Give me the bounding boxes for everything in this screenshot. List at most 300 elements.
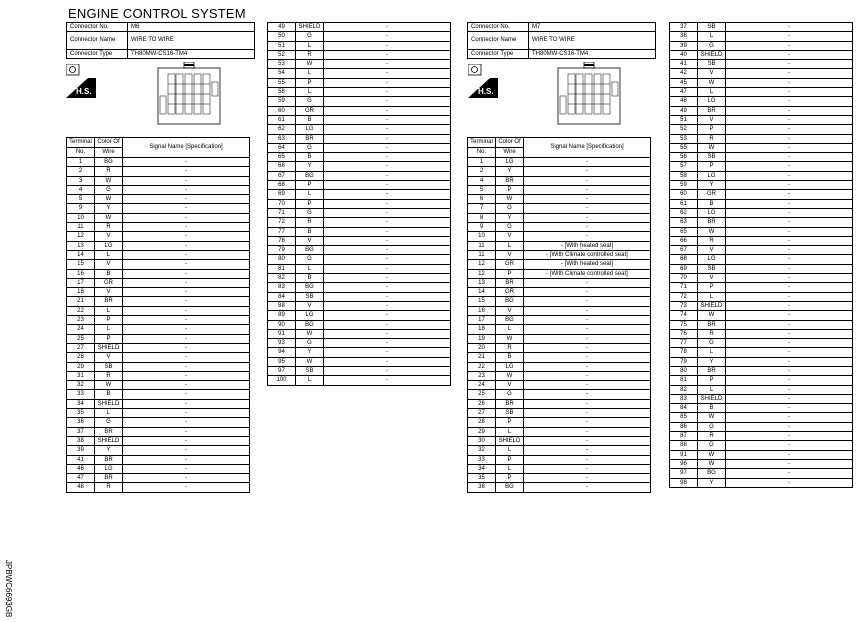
table-row bbox=[468, 278, 651, 287]
table-row bbox=[268, 208, 451, 217]
terminal-no: 88 bbox=[670, 441, 698, 450]
signal-name: - bbox=[123, 195, 250, 204]
signal-name: - bbox=[726, 264, 853, 273]
signal-name: - bbox=[726, 97, 853, 106]
terminal-no: 34 bbox=[67, 399, 95, 408]
table-row bbox=[67, 223, 250, 232]
table-row bbox=[268, 78, 451, 87]
wire-color: LG bbox=[496, 362, 524, 371]
terminal-no: 68 bbox=[268, 181, 296, 190]
signal-name: - bbox=[324, 41, 451, 50]
table-row bbox=[268, 41, 451, 50]
signal-name: - bbox=[123, 446, 250, 455]
signal-name: - bbox=[726, 404, 853, 413]
table-row bbox=[670, 339, 853, 348]
table-row bbox=[268, 348, 451, 357]
wire-color: P bbox=[496, 185, 524, 194]
terminal-no: 31 bbox=[67, 371, 95, 380]
table-row bbox=[468, 288, 651, 297]
table-row bbox=[670, 283, 853, 292]
table-row bbox=[67, 436, 250, 445]
wire-color: L bbox=[496, 427, 524, 436]
wire-color: L bbox=[95, 250, 123, 259]
wire-color: R bbox=[95, 223, 123, 232]
table-row bbox=[670, 264, 853, 273]
wire-color: V bbox=[496, 232, 524, 241]
signal-name: - bbox=[726, 478, 853, 487]
terminal-no: 64 bbox=[268, 143, 296, 152]
terminal-no: 38 bbox=[670, 32, 698, 41]
wire-color: Y bbox=[95, 204, 123, 213]
terminal-no: 49 bbox=[670, 106, 698, 115]
terminal-no: 67 bbox=[670, 246, 698, 255]
table-row bbox=[468, 241, 651, 250]
signal-name: - bbox=[123, 297, 250, 306]
signal-name: - bbox=[324, 115, 451, 124]
signal-name: - bbox=[324, 88, 451, 97]
wire-color: W bbox=[296, 357, 324, 366]
signal-name: - bbox=[726, 348, 853, 357]
wire-color: P bbox=[496, 474, 524, 483]
terminal-no: 51 bbox=[268, 41, 296, 50]
table-row bbox=[670, 320, 853, 329]
table-row bbox=[67, 474, 250, 483]
wire-color: B bbox=[296, 274, 324, 283]
signal-name: - bbox=[524, 316, 651, 325]
table-row bbox=[268, 125, 451, 134]
terminal-no: 11 bbox=[468, 250, 496, 259]
terminal-no: 85 bbox=[670, 413, 698, 422]
table-row bbox=[670, 311, 853, 320]
wire-color: SB bbox=[95, 362, 123, 371]
signal-name: - bbox=[524, 474, 651, 483]
signal-name: - bbox=[726, 246, 853, 255]
terminal-no: 93 bbox=[268, 339, 296, 348]
svg-text:H.S.: H.S. bbox=[76, 87, 92, 96]
wire-color: G bbox=[296, 208, 324, 217]
wire-color: P bbox=[698, 162, 726, 171]
table-row bbox=[468, 167, 651, 176]
terminal-no: 47 bbox=[67, 474, 95, 483]
info-label: Connector No. bbox=[67, 23, 128, 32]
table-row bbox=[468, 343, 651, 352]
terminal-no: 17 bbox=[468, 316, 496, 325]
signal-name: - bbox=[123, 455, 250, 464]
terminal-no: 82 bbox=[670, 385, 698, 394]
table-row bbox=[67, 446, 250, 455]
table-row bbox=[670, 450, 853, 459]
wire-color: G bbox=[296, 339, 324, 348]
table-row bbox=[268, 227, 451, 236]
wire-color: B bbox=[698, 199, 726, 208]
wire-color: G bbox=[698, 339, 726, 348]
terminal-no: 88 bbox=[268, 301, 296, 310]
col-terminal-header: Terminal bbox=[67, 138, 95, 148]
terminal-no: 100 bbox=[268, 376, 296, 385]
wire-color: W bbox=[698, 143, 726, 152]
table-row bbox=[67, 260, 250, 269]
signal-name: - bbox=[726, 274, 853, 283]
wire-color: P bbox=[296, 78, 324, 87]
signal-name: - bbox=[123, 232, 250, 241]
table-row bbox=[670, 366, 853, 375]
terminal-no: 2 bbox=[468, 167, 496, 176]
terminal-no: 63 bbox=[268, 134, 296, 143]
terminal-no: 12 bbox=[67, 232, 95, 241]
signal-name: - bbox=[123, 362, 250, 371]
terminal-no: 56 bbox=[670, 153, 698, 162]
terminal-no: 84 bbox=[268, 292, 296, 301]
wire-color: W bbox=[496, 195, 524, 204]
table-row bbox=[670, 422, 853, 431]
table-row bbox=[268, 292, 451, 301]
wire-color: L bbox=[698, 88, 726, 97]
wire-color: W bbox=[95, 213, 123, 222]
terminal-no: 78 bbox=[268, 236, 296, 245]
terminal-no: 60 bbox=[268, 106, 296, 115]
terminal-no: 18 bbox=[468, 325, 496, 334]
table-row bbox=[67, 464, 250, 473]
signal-name: - bbox=[324, 97, 451, 106]
terminal-no: 80 bbox=[670, 366, 698, 375]
signal-name: - bbox=[123, 185, 250, 194]
signal-name: - bbox=[524, 176, 651, 185]
signal-name: - bbox=[123, 288, 250, 297]
terminal-no: 5 bbox=[468, 185, 496, 194]
table-row bbox=[67, 297, 250, 306]
connector-no: M6 bbox=[128, 23, 255, 32]
table-row bbox=[268, 134, 451, 143]
wire-color: P bbox=[698, 125, 726, 134]
table-row bbox=[67, 343, 250, 352]
signal-name: - bbox=[123, 316, 250, 325]
terminal-no: 48 bbox=[670, 97, 698, 106]
table-row bbox=[67, 418, 250, 427]
wire-color: R bbox=[698, 329, 726, 338]
signal-name: - bbox=[324, 50, 451, 59]
terminal-no: 10 bbox=[67, 213, 95, 222]
signal-name: - bbox=[324, 199, 451, 208]
signal-name: - bbox=[726, 199, 853, 208]
signal-name: - bbox=[524, 223, 651, 232]
terminal-no: 41 bbox=[67, 455, 95, 464]
table-row bbox=[268, 218, 451, 227]
signal-name: - bbox=[324, 329, 451, 338]
wire-color: Y bbox=[698, 357, 726, 366]
signal-name: - bbox=[324, 283, 451, 292]
terminal-no: 97 bbox=[268, 366, 296, 375]
connector-name: WIRE TO WIRE bbox=[529, 32, 656, 50]
terminal-no: 22 bbox=[468, 362, 496, 371]
table-row bbox=[67, 176, 250, 185]
wire-color: G bbox=[698, 422, 726, 431]
table-row bbox=[67, 334, 250, 343]
table-row bbox=[468, 316, 651, 325]
wire-color: Y bbox=[698, 181, 726, 190]
signal-name: - bbox=[524, 390, 651, 399]
terminal-no: 35 bbox=[468, 474, 496, 483]
wire-color: Y bbox=[95, 446, 123, 455]
terminal-no: 91 bbox=[670, 450, 698, 459]
terminal-no: 69 bbox=[268, 190, 296, 199]
terminal-no: 36 bbox=[67, 418, 95, 427]
connector-name: WIRE TO WIRE bbox=[128, 32, 255, 50]
terminal-no: 69 bbox=[670, 264, 698, 273]
wire-color: L bbox=[698, 292, 726, 301]
wire-color: GR bbox=[496, 260, 524, 269]
terminal-no: 72 bbox=[268, 218, 296, 227]
wire-color: SB bbox=[296, 292, 324, 301]
table-row bbox=[268, 153, 451, 162]
table-row bbox=[468, 269, 651, 278]
table-row bbox=[268, 357, 451, 366]
signal-name: - bbox=[123, 306, 250, 315]
signal-name: - bbox=[726, 78, 853, 87]
wire-color: BG bbox=[496, 297, 524, 306]
table-row bbox=[468, 325, 651, 334]
svg-text:H.S.: H.S. bbox=[478, 87, 494, 96]
m6-terminal-table-a bbox=[66, 137, 250, 493]
table-row bbox=[67, 409, 250, 418]
terminal-no: 20 bbox=[468, 343, 496, 352]
signal-name: - bbox=[726, 106, 853, 115]
terminal-no: 22 bbox=[67, 306, 95, 315]
signal-name: - bbox=[524, 436, 651, 445]
table-row bbox=[670, 23, 853, 32]
signal-name: - bbox=[123, 418, 250, 427]
terminal-no: 63 bbox=[670, 218, 698, 227]
signal-name: - bbox=[123, 278, 250, 287]
terminal-no: 32 bbox=[67, 381, 95, 390]
signal-name: - bbox=[524, 167, 651, 176]
terminal-no: 30 bbox=[468, 436, 496, 445]
table-row bbox=[67, 316, 250, 325]
signal-name: - bbox=[726, 41, 853, 50]
wire-color: L bbox=[496, 325, 524, 334]
table-row bbox=[670, 236, 853, 245]
terminal-no: 36 bbox=[468, 483, 496, 492]
table-row bbox=[67, 158, 250, 167]
wire-color: SHIELD bbox=[95, 436, 123, 445]
col-signal-header: Signal Name [Specification] bbox=[524, 138, 651, 158]
signal-name: - [With heated seat] bbox=[524, 260, 651, 269]
signal-name: - bbox=[524, 195, 651, 204]
hs-badge-icon bbox=[468, 64, 498, 98]
wire-color: L bbox=[296, 376, 324, 385]
wire-color: L bbox=[296, 41, 324, 50]
terminal-no: 58 bbox=[670, 171, 698, 180]
wire-color: G bbox=[296, 97, 324, 106]
terminal-no: 39 bbox=[67, 446, 95, 455]
signal-name: - bbox=[524, 185, 651, 194]
wire-color: B bbox=[95, 269, 123, 278]
table-row bbox=[268, 88, 451, 97]
connector-type: TH80MW-CS16-TM4 bbox=[128, 50, 255, 59]
table-row bbox=[468, 185, 651, 194]
signal-name: - bbox=[324, 218, 451, 227]
terminal-no: 90 bbox=[268, 320, 296, 329]
terminal-no: 13 bbox=[67, 241, 95, 250]
signal-name: - bbox=[726, 162, 853, 171]
wire-color: BG bbox=[296, 320, 324, 329]
signal-name: - bbox=[123, 474, 250, 483]
signal-name: - bbox=[123, 269, 250, 278]
table-row bbox=[67, 232, 250, 241]
signal-name: - bbox=[726, 329, 853, 338]
wire-color: P bbox=[296, 199, 324, 208]
terminal-no: 35 bbox=[67, 409, 95, 418]
signal-name: - bbox=[324, 274, 451, 283]
table-row bbox=[468, 436, 651, 445]
signal-name: - bbox=[324, 23, 451, 32]
table-row bbox=[670, 97, 853, 106]
terminal-no: 67 bbox=[268, 171, 296, 180]
table-row bbox=[670, 441, 853, 450]
terminal-no: 77 bbox=[670, 339, 698, 348]
m7-connector-face-icon bbox=[548, 62, 628, 130]
wire-color: SHIELD bbox=[496, 436, 524, 445]
signal-name: - bbox=[524, 455, 651, 464]
wire-color: SB bbox=[698, 264, 726, 273]
terminal-no: 52 bbox=[670, 125, 698, 134]
wire-color: B bbox=[95, 390, 123, 399]
table-row bbox=[268, 23, 451, 32]
wire-color: L bbox=[698, 32, 726, 41]
col-color-header: Color Of bbox=[496, 138, 524, 148]
table-row bbox=[67, 278, 250, 287]
signal-name: - bbox=[324, 60, 451, 69]
terminal-no: 45 bbox=[670, 78, 698, 87]
signal-name: - [With heated seat] bbox=[524, 241, 651, 250]
table-row bbox=[67, 195, 250, 204]
table-row bbox=[468, 297, 651, 306]
terminal-no: 21 bbox=[468, 353, 496, 362]
terminal-no: 26 bbox=[468, 399, 496, 408]
wire-color: Y bbox=[496, 213, 524, 222]
table-row bbox=[67, 455, 250, 464]
signal-name: - bbox=[324, 357, 451, 366]
table-row bbox=[670, 125, 853, 134]
table-row bbox=[468, 371, 651, 380]
signal-name: - bbox=[726, 432, 853, 441]
table-row bbox=[67, 353, 250, 362]
table-row bbox=[670, 153, 853, 162]
wire-color: Y bbox=[496, 167, 524, 176]
table-row bbox=[67, 185, 250, 194]
terminal-no: 15 bbox=[67, 260, 95, 269]
signal-name: - bbox=[123, 334, 250, 343]
wire-color: BR bbox=[95, 427, 123, 436]
table-row bbox=[268, 376, 451, 385]
signal-name: - [With Climate controlled seat] bbox=[524, 250, 651, 259]
wire-color: BG bbox=[296, 246, 324, 255]
terminal-no: 61 bbox=[268, 115, 296, 124]
terminal-no: 66 bbox=[268, 162, 296, 171]
terminal-no: 48 bbox=[67, 483, 95, 492]
table-row bbox=[670, 404, 853, 413]
terminal-no: 77 bbox=[268, 227, 296, 236]
terminal-no: 47 bbox=[670, 88, 698, 97]
terminal-no: 23 bbox=[468, 371, 496, 380]
table-row bbox=[67, 241, 250, 250]
wire-color: P bbox=[496, 418, 524, 427]
wire-color: R bbox=[296, 218, 324, 227]
wire-color: L bbox=[296, 69, 324, 78]
table-row bbox=[268, 162, 451, 171]
table-row bbox=[670, 469, 853, 478]
wire-color: V bbox=[95, 232, 123, 241]
wire-color: G bbox=[698, 441, 726, 450]
table-row bbox=[468, 399, 651, 408]
terminal-no: 82 bbox=[268, 274, 296, 283]
terminal-no: 28 bbox=[468, 418, 496, 427]
terminal-no: 59 bbox=[670, 181, 698, 190]
wire-color: R bbox=[698, 432, 726, 441]
table-row bbox=[468, 213, 651, 222]
table-row bbox=[268, 199, 451, 208]
terminal-no: 33 bbox=[468, 455, 496, 464]
wire-color: L bbox=[95, 409, 123, 418]
signal-name: - bbox=[726, 469, 853, 478]
signal-name: - bbox=[324, 301, 451, 310]
terminal-no: 37 bbox=[67, 427, 95, 436]
wire-color: SB bbox=[296, 366, 324, 375]
col-terminal-header: Terminal bbox=[468, 138, 496, 148]
signal-name: - bbox=[123, 353, 250, 362]
terminal-no: 25 bbox=[67, 334, 95, 343]
terminal-no: 12 bbox=[468, 269, 496, 278]
terminal-no: 29 bbox=[468, 427, 496, 436]
terminal-no: 9 bbox=[67, 204, 95, 213]
table-row bbox=[670, 432, 853, 441]
table-row bbox=[468, 204, 651, 213]
table-row bbox=[67, 390, 250, 399]
wire-color: G bbox=[296, 255, 324, 264]
terminal-no: 13 bbox=[468, 278, 496, 287]
signal-name: - bbox=[524, 297, 651, 306]
signal-name: - bbox=[324, 78, 451, 87]
terminal-no: 33 bbox=[67, 390, 95, 399]
wire-color: W bbox=[95, 176, 123, 185]
signal-name: - bbox=[324, 264, 451, 273]
signal-name: - bbox=[726, 208, 853, 217]
table-row bbox=[67, 381, 250, 390]
terminal-no: 79 bbox=[268, 246, 296, 255]
terminal-no: 62 bbox=[268, 125, 296, 134]
table-row bbox=[670, 190, 853, 199]
signal-name: - bbox=[524, 158, 651, 167]
info-label: Connector No. bbox=[468, 23, 529, 32]
terminal-no: 4 bbox=[468, 176, 496, 185]
wire-color: B bbox=[496, 353, 524, 362]
terminal-no: 74 bbox=[670, 311, 698, 320]
terminal-no: 24 bbox=[67, 325, 95, 334]
wire-color: V bbox=[296, 236, 324, 245]
signal-name: - bbox=[123, 158, 250, 167]
signal-name: - bbox=[726, 283, 853, 292]
terminal-no: 94 bbox=[268, 348, 296, 357]
table-row bbox=[268, 97, 451, 106]
table-row bbox=[468, 409, 651, 418]
table-row bbox=[670, 459, 853, 468]
terminal-no: 55 bbox=[670, 143, 698, 152]
table-row bbox=[670, 78, 853, 87]
signal-name: - bbox=[726, 311, 853, 320]
terminal-no: 97 bbox=[670, 469, 698, 478]
wire-color: LG bbox=[496, 158, 524, 167]
signal-name: - bbox=[524, 446, 651, 455]
terminal-no: 65 bbox=[670, 227, 698, 236]
